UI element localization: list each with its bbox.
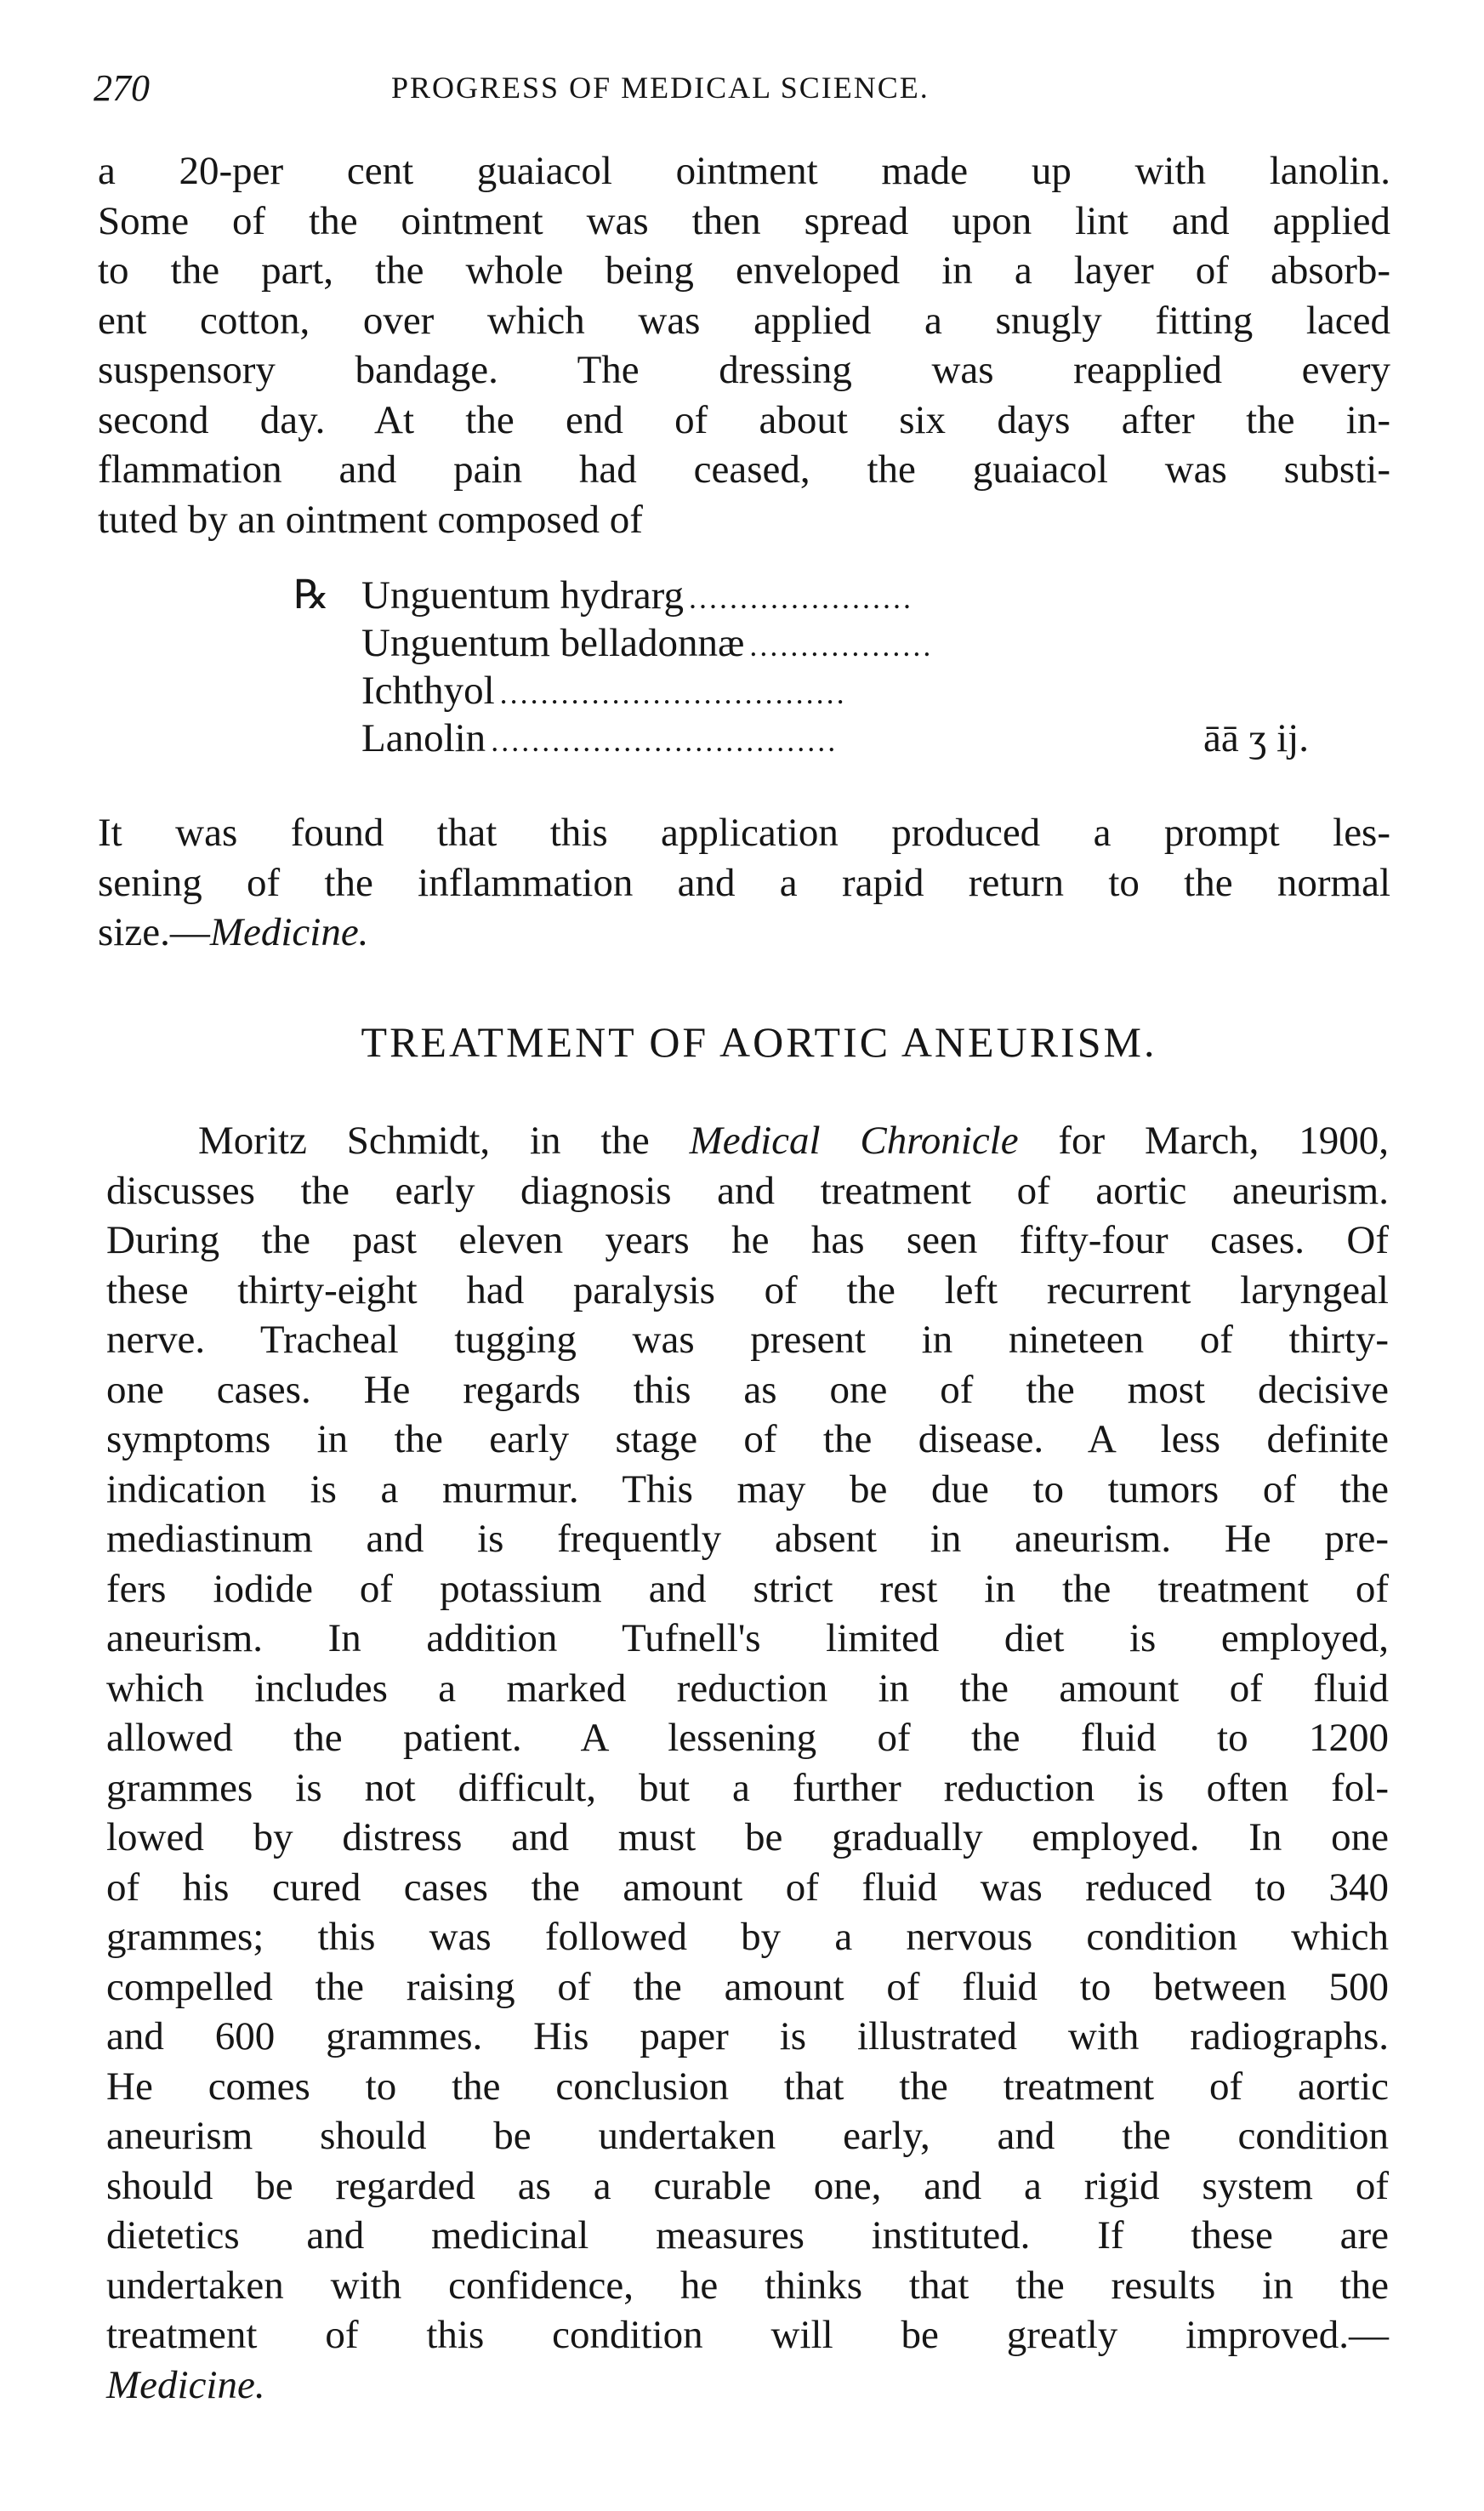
text-line: aneurism. In addition Tufnell's limited diet is employed, <box>106 1616 1389 1660</box>
text-line: He comes to the conclusion that the treatment of aortic <box>106 2064 1389 2109</box>
text-line: compelled the raising of the amount of fluid to between 500 <box>106 1964 1389 2009</box>
text-line: grammes is not difficult, but a further reduction is often fol- <box>106 1765 1389 1810</box>
recipe-item <box>293 716 1348 764</box>
text-line: one cases. He regards this as one of the most decisive <box>106 1367 1389 1412</box>
text-line: symptoms in the early stage of the disease. A less definite <box>106 1417 1389 1461</box>
text-line: fers iodide of potassium and strict rest in the treatment of <box>106 1566 1389 1611</box>
text-line: and 600 grammes. His paper is illustrated with radiographs. <box>106 2014 1389 2058</box>
source-citation: Medicine. <box>106 2362 265 2407</box>
text-fragment: size.— <box>98 910 210 954</box>
ingredient-name: Unguentum hydrarg <box>361 573 684 618</box>
text-line: sening of the inflammation and a rapid return to the normal <box>98 860 1390 905</box>
text-line <box>106 2360 1389 2411</box>
recipe-item <box>293 573 1348 621</box>
text-line: ent cotton, over which was applied a snugly fitting laced <box>98 298 1390 343</box>
text-line: flammation and pain had ceased, the guaiacol was substi- <box>98 447 1390 492</box>
journal-title: Medical Chronicle <box>689 1119 1019 1163</box>
text-line: treatment of this condition will be greatly improved.— <box>106 2313 1389 2357</box>
text-line: undertaken with confidence, he thinks that the results in the <box>106 2263 1389 2308</box>
text-line: should be regarded as a curable one, and a rigid system of <box>106 2163 1389 2208</box>
paragraph-result <box>98 808 1390 958</box>
source-citation: Medicine. <box>209 910 369 954</box>
text-line: of his cured cases the amount of fluid was reduced to 340 <box>106 1865 1389 1910</box>
text-line: dietetics and medicinal measures instituted. If these are <box>106 2213 1389 2258</box>
text-line: tuted by an ointment composed of <box>98 497 643 542</box>
prescription-formula <box>293 573 1348 764</box>
page-number: 270 <box>94 67 150 109</box>
text-fragment: for March, 1900, <box>1018 1119 1389 1163</box>
text-line: allowed the patient. A lessening of the fluid to 1200 <box>106 1716 1389 1760</box>
ingredient-dose: āā ʒ ij. <box>1203 716 1309 760</box>
text-line: a 20-per cent guaiacol ointment made up with lanolin. <box>98 149 1390 193</box>
text-line: During the past eleven years he has seen fifty-four cases. Of <box>106 1218 1389 1262</box>
ingredient-name: Ichthyol <box>361 669 495 713</box>
text-line: It was found that this application produced a prompt les- <box>98 811 1390 855</box>
ingredient-name: Unguentum belladonnæ <box>361 621 745 665</box>
paragraph-aortic-aneurism <box>106 1116 1389 2410</box>
recipe-item <box>293 621 1348 669</box>
text-line: discusses the early diagnosis and treatment of aortic aneurism. <box>106 1168 1389 1213</box>
dot-leader: .................................. <box>499 676 847 710</box>
dot-leader: .................. <box>749 629 934 663</box>
running-title: PROGRESS OF MEDICAL SCIENCE. <box>391 71 930 105</box>
ingredient-name: Lanolin <box>361 716 486 760</box>
text-line: which includes a marked reduction in the amount of fluid <box>106 1665 1389 1711</box>
text-line: to the part, the whole being enveloped in a layer of absorb- <box>98 248 1390 293</box>
text-line: these thirty-eight had paralysis of the left recurrent laryngeal <box>106 1267 1389 1312</box>
dot-leader: .................................. <box>491 724 839 758</box>
text-line <box>106 1116 1389 1166</box>
text-line: Some of the ointment was then spread upon lint and applied <box>98 198 1390 243</box>
text-line <box>98 908 1390 958</box>
rx-symbol: ℞ <box>293 573 330 618</box>
text-line: lowed by distress and must be gradually employed. In one <box>106 1815 1389 1859</box>
text-line: grammes; this was followed by a nervous condition which <box>106 1915 1389 1959</box>
text-line: mediastinum and is frequently absent in aneurism. He pre- <box>106 1517 1389 1561</box>
text-line: nerve. Tracheal tugging was present in nineteen of thirty- <box>106 1318 1389 1362</box>
text-fragment: Moritz Schmidt, in the <box>198 1119 690 1163</box>
section-heading: TREATMENT OF AORTIC ANEURISM. <box>361 1018 1157 1066</box>
paragraph-ointment-treatment <box>98 146 1390 544</box>
running-head <box>94 66 1390 117</box>
text-line: indication is a murmur. This may be due to tumors of the <box>106 1466 1389 1512</box>
text-line: suspensory bandage. The dressing was reapplied every <box>98 348 1390 392</box>
recipe-item <box>293 669 1348 716</box>
text-line: aneurism should be undertaken early, and the condition <box>106 2114 1389 2158</box>
dot-leader: ...................... <box>688 581 913 615</box>
text-line: second day. At the end of about six days after the in- <box>98 397 1390 442</box>
